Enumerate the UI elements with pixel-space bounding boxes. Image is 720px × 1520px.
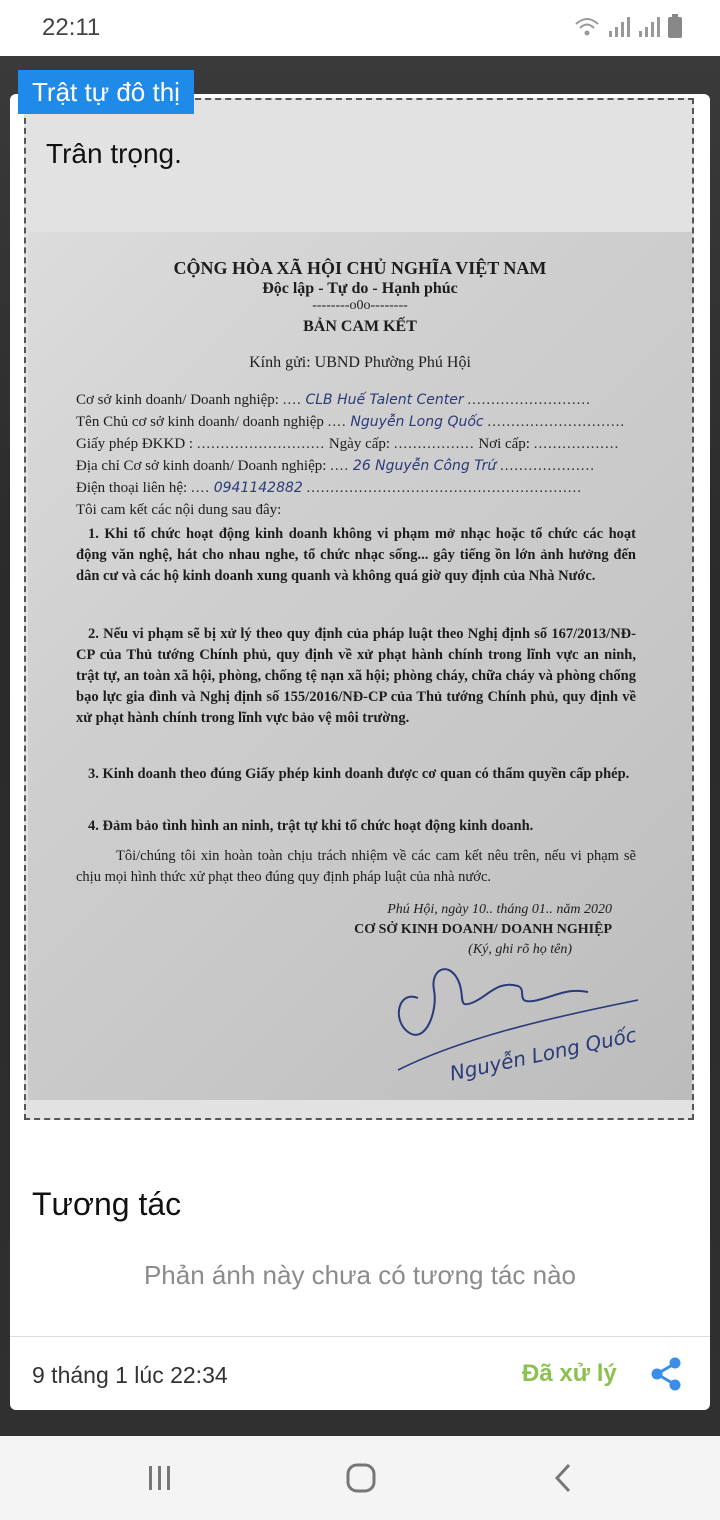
doc-field-value: Nguyễn Long Quốc [350,414,484,430]
signal-icon [608,16,630,38]
doc-field-label: Địa chỉ Cơ sở kinh doanh/ Doanh nghiệp: [76,458,327,474]
status-time: 22:11 [42,14,101,41]
doc-field-label: Điện thoại liên hệ: [76,480,188,496]
recent-apps-icon[interactable] [140,1458,180,1498]
system-nav-bar [0,1436,720,1520]
document-photo[interactable] [28,232,692,1100]
post-content-frame [24,98,694,1120]
doc-field-value: CLB Huế Talent Center [305,392,464,408]
doc-field-phone: Điện thoại liên hệ: .... 0941142882 .......................................................... [76,480,583,496]
doc-header-line1: CỘNG HÒA XÃ HỘI CHỦ NGHĨA VIỆT NAM [173,258,547,278]
doc-field-value: 0941142882 [213,480,303,496]
doc-clause-3: 3. Kinh doanh theo đúng Giấy phép kinh doanh được cơ quan có thẩm quyền cấp phép. [88,766,630,782]
wifi-icon [574,16,600,38]
doc-field-extra: Ngày cấp: [328,436,391,452]
doc-title: BẢN CAM KẾT [303,318,417,335]
doc-field-address: Địa chỉ Cơ sở kinh doanh/ Doanh nghiệp: .... 26 Nguyễn Công Trứ .................... [76,458,596,474]
battery-icon [668,14,682,38]
footer-divider [10,1336,710,1337]
interaction-empty-message: Phản ánh này chưa có tương tác nào [143,1260,577,1290]
doc-clause-2: 2. Nếu vi phạm sẽ bị xử lý theo quy định của pháp luật theo Nghị định số 167/2013/NĐ-CP của Thủ tướng Chính phủ, quy định về xử phạt hành chính trong lĩnh vực an ninh, trật tự, an toàn xã hội, phòng, chống tệ nạn xã hội; phòng cháy, chữa cháy và phòng chống bạo lực gia đình và Nghị định số 155/2016/NĐ-CP của Thủ tướng Chính phủ, quy định về xử phạt hành chính trong lĩnh vực bảo vệ môi trường. [76,626,636,726]
doc-header-line3: --------o0o-------- [312,298,408,313]
doc-clause-4: 4. Đảm bảo tình hình an ninh, trật tự khi tổ chức hoạt động kinh doanh. [88,818,534,834]
doc-field-label: Tên Chủ cơ sở kinh doanh/ doanh nghiệp [76,414,324,430]
doc-clause-1: 1. Khi tổ chức hoạt động kinh doanh không vi phạm mở nhạc hoặc tổ chức các hoạt động văn nghệ, hát cho nhau nghe, tổ chức nhạc sống... gây tiếng ồn lớn ảnh hưởng đến dân cư và các hộ kinh doanh xung quanh và không quá giờ quy định của Nhà Nước. [76,526,636,584]
status-icons [574,14,682,38]
closing-text: Trân trọng. [46,138,182,169]
status-bar [0,0,720,56]
share-icon[interactable] [648,1356,684,1392]
doc-field-label: Cơ sở kinh doanh/ Doanh nghiệp: [76,392,279,408]
doc-date-line: Phú Hội, ngày 10.. tháng 01.. năm 2020 [387,902,612,917]
post-card [10,94,710,1410]
doc-signer-name: Nguyễn Long Quốc [447,1022,639,1086]
back-icon[interactable] [544,1458,584,1498]
home-icon[interactable] [341,1458,381,1498]
doc-field-business: Cơ sở kinh doanh/ Doanh nghiệp: .... CLB Huế Talent Center .......................... [76,392,591,408]
doc-signer-note: (Ký, ghi rõ họ tên) [468,942,572,957]
doc-signer-title: CƠ SỞ KINH DOANH/ DOANH NGHIỆP [354,922,612,937]
doc-header-line2: Độc lập - Tự do - Hạnh phúc [262,280,458,297]
interaction-title: Tương tác [32,1186,182,1222]
doc-commitment: Tôi/chúng tôi xin hoàn toàn chịu trách nhiệm về các cam kết nêu trên, nếu vi phạm sẽ chịu mọi hình thức xử phạt theo đúng quy định pháp luật của nhà nước. [76,848,636,885]
doc-intro: Tôi cam kết các nội dung sau đây: [76,502,282,518]
post-timestamp: 9 tháng 1 lúc 22:34 [32,1362,228,1388]
doc-field-label: Giấy phép ĐKKD : [76,436,194,452]
doc-field-license: Giấy phép ĐKKD : ........................... Ngày cấp: ................. Nơi cấp: .................. [76,436,620,452]
status-badge: Đã xử lý [522,1360,617,1387]
doc-field-value: 26 Nguyễn Công Trứ [352,458,497,474]
doc-field-extra2: Nơi cấp: [478,436,530,452]
signal-2-icon [638,16,660,38]
doc-recipient: Kính gửi: UBND Phường Phú Hội [249,354,471,371]
category-tag[interactable]: Trật tự đô thị [18,70,194,114]
doc-field-owner: Tên Chủ cơ sở kinh doanh/ doanh nghiệp .... Nguyễn Long Quốc ............................. [76,414,626,430]
